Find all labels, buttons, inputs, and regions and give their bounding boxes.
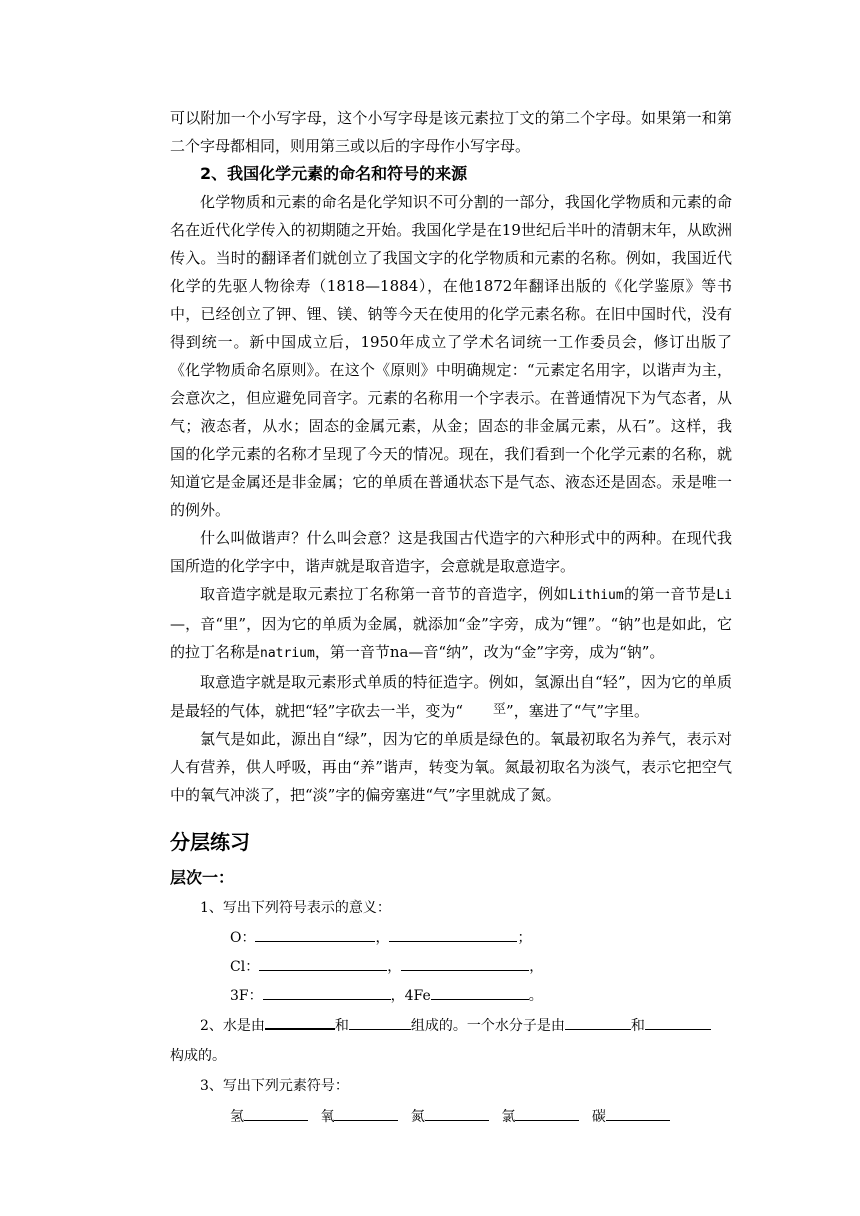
answer-blank[interactable] <box>349 1013 411 1030</box>
text-fragment: 取音造字就是取元素拉丁名称第一音节的音造字，例如 <box>200 585 569 603</box>
q1-row-3f <box>170 982 732 1011</box>
exercises-title: 分层练习 <box>170 830 250 854</box>
row-end: ， <box>529 959 544 975</box>
section-heading: 2、我国化学元素的命名和符号的来源 <box>200 164 468 183</box>
paragraph-chlorine-oxygen-nitrogen: 氯气是如此，源出自“绿”，因为它的单质是绿色的。氧最初取名为养气，表示对人有营养，供人呼吸，再由“养”谐声，转变为氧。氮最初取名为淡气，表示它把空气中的氧气冲淡了，把“淡”字的偏旁塞进“气”字里就成了氮。 <box>170 730 732 804</box>
paragraph-sound-based <box>170 580 732 668</box>
row-sep: ，4Fe <box>390 988 431 1004</box>
answer-blank[interactable] <box>259 954 387 971</box>
row-label: Cl： <box>230 959 260 975</box>
paragraph-naming-history: 化学物质和元素的命名是化学知识不可分割的一部分，我国化学物质和元素的命名在近代化学传入的初期随之开始。我国化学是在19世纪后半叶的清朝末年，从欧洲传入。当时的翻译者们就创立了我国文字的化学物质和元素的名称。例如，我国近代化学的先驱人物徐寿（1818—1884），在他1872年翻译出版的《化学鉴原》等书中，已经创立了钾、锂、镁、钠等今天在使用的化学元素名称。在旧中国时代，没有得到统一。新中国成立后，1950年成立了学术名词统一工作委员会，修订出版了《化学物质命名原则》。在这个《原则》中明确规定：“元素定名用字，以谐声为主，会意次之，但应避免同音字。元素的名称用一个字表示。在普通情况下为气态者，从气；液态者，从水；固态的金属元素，从金；固态的非金属元素，从石”。这样，我国的化学元素的名称才呈现了今天的情况。现在，我们看到一个化学元素的名称，就知道它是金属还是非金属；它的单质在普通状态下是气态、液态还是固态。汞是唯一的例外。 <box>170 193 732 519</box>
page-content <box>170 104 732 1132</box>
level-one-title: 层次一： <box>170 868 235 887</box>
row-label: O： <box>230 930 256 946</box>
text-fragment: —，音“里”，因为它的单质为金属，就添加“金”字旁，成为“锂”。“钠”也是如此，它的拉丁名称是 <box>170 615 732 661</box>
row-end: ； <box>517 930 532 946</box>
text-fragment: 和 <box>334 1018 349 1034</box>
answer-blank[interactable] <box>431 983 529 1000</box>
question-1: 1、写出下列符号表示的意义： <box>200 900 391 916</box>
answer-blank[interactable] <box>263 983 391 1000</box>
answer-blank[interactable] <box>565 1013 631 1030</box>
row-sep: ， <box>387 959 402 975</box>
text-fragment: 构成的。 <box>170 1048 226 1064</box>
text-fragment: ”，塞进了“气”字里。 <box>506 702 650 720</box>
text-fragment: 取意造字就是取元素形式单质的特征造字。例如，氢源出自“轻”，因为它的单质是最轻的气体，就把“轻”字砍去一半，变为“ <box>170 673 732 720</box>
row-label: 3F： <box>230 988 263 1004</box>
question-3: 3、写出下列元素符号： <box>200 1078 349 1094</box>
answer-blank[interactable] <box>425 1104 489 1121</box>
answer-blank[interactable] <box>645 1013 711 1030</box>
answer-blank[interactable] <box>515 1104 579 1121</box>
text-fragment: 组成的。一个水分子是由 <box>410 1018 565 1034</box>
answer-blank[interactable] <box>244 1104 308 1121</box>
answer-blank[interactable] <box>255 925 375 942</box>
element-name: 氧 <box>320 1109 335 1125</box>
paragraph-meaning-based <box>170 668 732 725</box>
row-sep: ， <box>375 930 390 946</box>
text-fragment: ，第一音节na—音“纳”，改为“金”字旁，成为“钠”。 <box>314 643 665 661</box>
element-item-oxygen <box>320 1102 398 1132</box>
row-end: 。 <box>528 988 543 1004</box>
element-item-hydrogen <box>230 1102 308 1132</box>
latin-word-lithium: Lithium <box>568 588 624 603</box>
answer-blank[interactable] <box>606 1104 670 1121</box>
element-name: 氯 <box>501 1109 516 1125</box>
element-name: 氮 <box>410 1109 425 1125</box>
intro-paragraph: 可以附加一个小写字母，这个小写字母是该元素拉丁文的第二个字母。如果第一和第二个字母都相同，则用第三或以后的字母作小写字母。 <box>170 109 732 155</box>
element-item-nitrogen <box>411 1102 489 1132</box>
element-name: 氢 <box>230 1109 244 1125</box>
text-fragment: 2、水是由 <box>200 1018 265 1034</box>
glyph-image: 巠 <box>493 702 507 717</box>
q1-row-o <box>170 924 732 953</box>
answer-blank[interactable] <box>265 1012 335 1030</box>
question-2 <box>170 1011 732 1071</box>
element-name: 碳 <box>591 1109 606 1125</box>
answer-blank[interactable] <box>401 954 529 971</box>
latin-word-natrium: natrium <box>260 646 315 661</box>
text-fragment: 和 <box>630 1018 645 1034</box>
element-item-carbon <box>592 1102 670 1132</box>
answer-blank[interactable] <box>389 925 517 942</box>
answer-blank[interactable] <box>334 1104 398 1121</box>
element-symbol-row <box>170 1102 732 1132</box>
text-fragment: 的第一音节是 <box>623 585 717 603</box>
element-item-chlorine <box>501 1102 579 1132</box>
paragraph-xiesheng-huiyi: 什么叫做谐声？什么叫会意？这是我国古代造字的六种形式中的两种。在现代我国所造的化学字中，谐声就是取音造字，会意就是取意造字。 <box>170 529 732 575</box>
latin-syllable-li: Li <box>716 588 732 603</box>
q1-row-cl <box>170 953 732 982</box>
